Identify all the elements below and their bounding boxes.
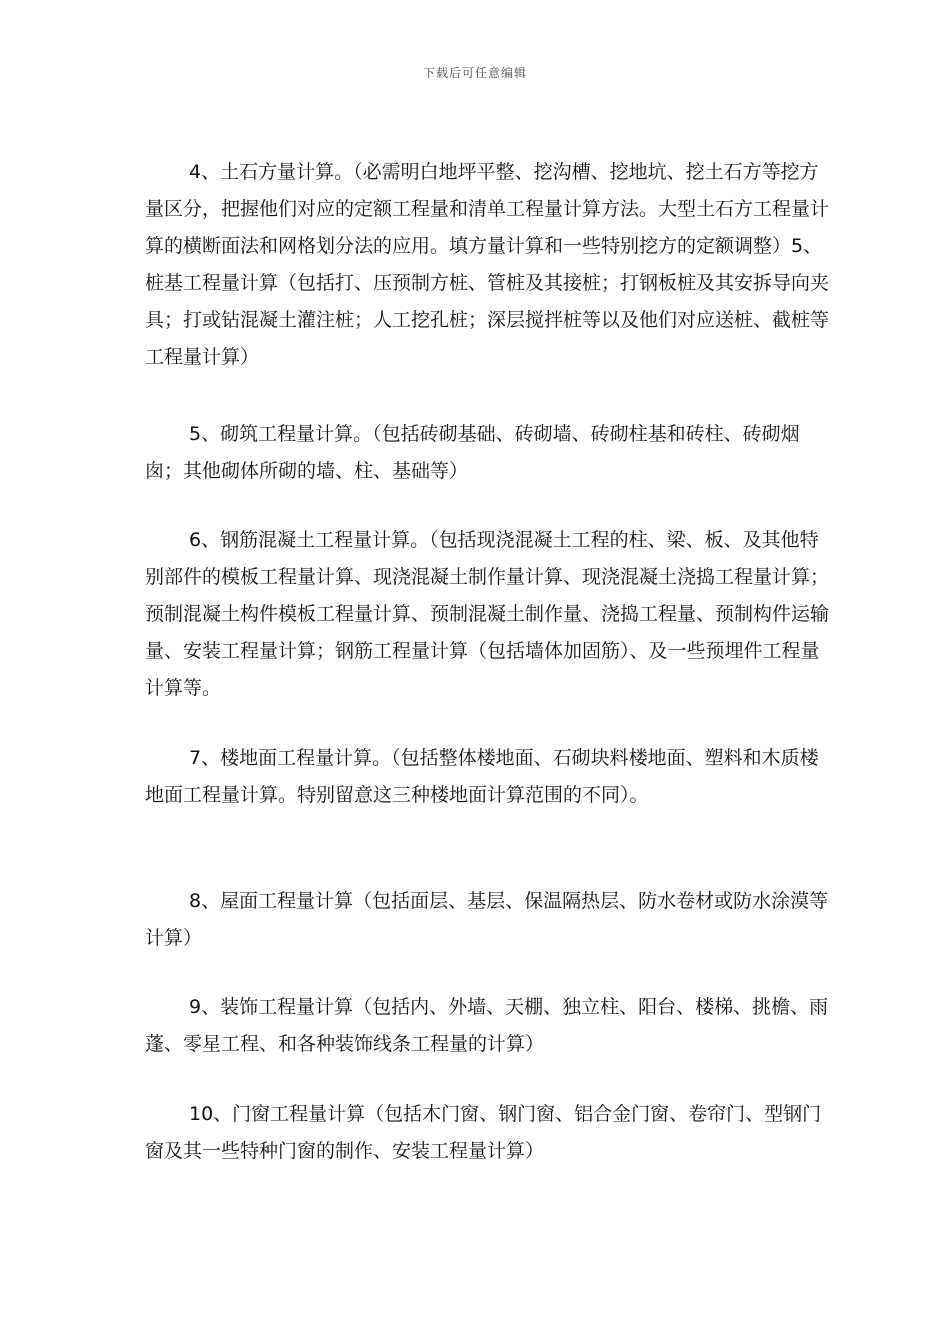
paragraph-floor: 7、楼地面工程量计算。（包括整体楼地面、石砌块料楼地面、塑料和木质楼地面工程量计算。特别留意这三种楼地面计算范围的不同）。 bbox=[145, 747, 819, 806]
header-note: 下载后可任意编辑 bbox=[422, 66, 527, 80]
paragraph-masonry: 5、砌筑工程量计算。（包括砖砌基础、砖砌墙、砖砌柱基和砖柱、砖砌烟囱；其他砌体所砌的墙、柱、基础等） bbox=[145, 423, 800, 482]
paragraph-reinforced-concrete: 6、钢筋混凝土工程量计算。（包括现浇混凝土工程的柱、梁、板、及其他特别部件的模板工程量计算、现浇混凝土制作量计算、现浇混凝土浇捣工程量计算；预制混凝土构件模板工程量计算、预制混凝土制作量、浇捣工程量、预制构件运输量、安装工程量计算；钢筋工程量计算（包括墙体加固筋）、及一些预埋件工程量计算等。 bbox=[145, 529, 830, 699]
paragraph-roof: 8、屋面工程量计算（包括面层、基层、保温隔热层、防水卷材或防水涂漠等计算） bbox=[145, 890, 829, 949]
document-body bbox=[145, 154, 830, 1176]
paragraph-doors-windows: 10、门窗工程量计算（包括木门窗、钢门窗、铝合金门窗、卷帘门、型钢门窗及其一些特种门窗的制作、安装工程量计算） bbox=[145, 1103, 822, 1162]
paragraph-earthwork: 4、土石方量计算。（必需明白地坪平整、挖沟槽、挖地坑、挖土石方等挖方量区分，把握他们对应的定额工程量和清单工程量计算方法。大型土石方工程量计算的横断面法和网格划分法的应用。填方量计算和一些特别挖方的定额调整）5、桩基工程量计算（包括打、压预制方桩、管桩及其接桩；打钢板桩及其安拆导向夹具；打或钻混凝土灌注桩；人工挖孔桩；深层搅拌桩等以及他们对应送桩、截桩等工程量计算） bbox=[145, 161, 830, 368]
paragraph-decoration: 9、装饰工程量计算（包括内、外墙、天棚、独立柱、阳台、楼梯、挑檐、雨蓬、零星工程、和各种装饰线条工程量的计算） bbox=[145, 996, 829, 1055]
